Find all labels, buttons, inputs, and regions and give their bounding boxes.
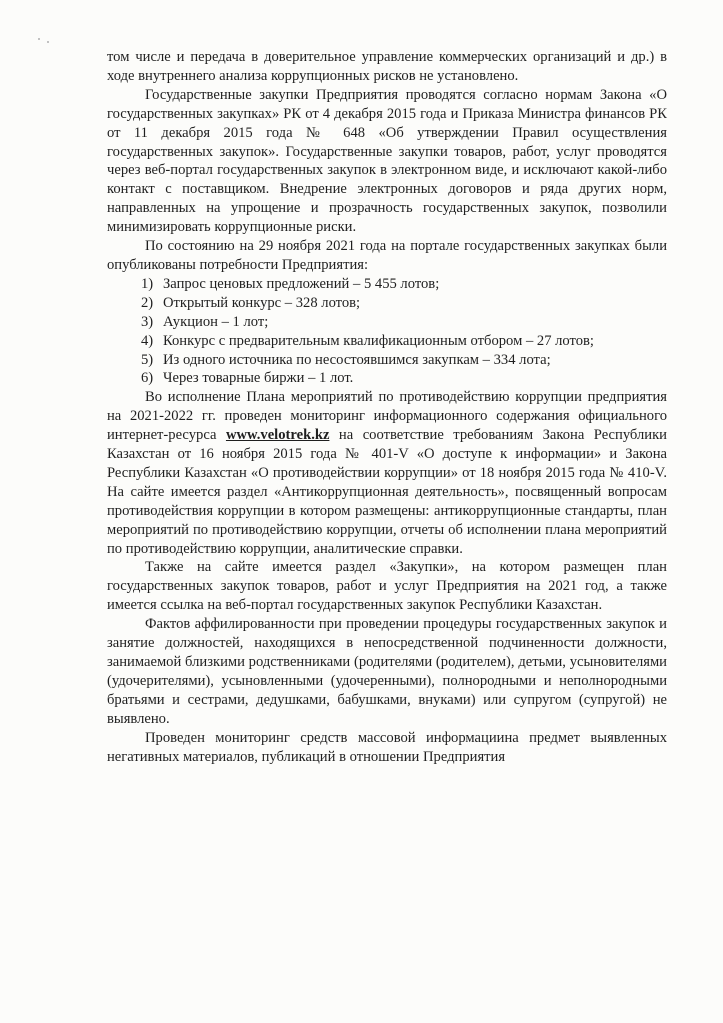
- paragraph-website-monitoring: Во исполнение Плана мероприятий по противодействию коррупции предприятия на 2021-2022 гг. проведен мониторинг информационного содержания официального интернет-ресурса www.velotrek.kz на соответствие требованиям Закона Республики Казахстан от 16 ноября 2015 года № 401-V «О доступе к информации» и Закона Республики Казахстан «О противодействии коррупции» от 18 ноября 2015 года № 410-V. На сайте имеется раздел «Антикоррупционная деятельность», посвященный вопросам противодействия коррупции в котором размещены: антикоррупционные стандарты, план мероприятий по противодействию коррупции, отчеты об исполнении плана мероприятий по противодействию коррупции, аналитические справки.: [107, 389, 667, 557]
- paragraph-procurement-section: Также на сайте имеется раздел «Закупки», на котором размещен план государственных закупок товаров, работ и услуг Предприятия на 2021 год, а также имеется ссылка на веб-портал государственных закупок Республики Казахстан.: [107, 559, 667, 614]
- paragraph-1: том числе и передача в доверительное управление коммерческих организаций и др.) в ходе внутреннего анализа коррупционных рисков не установлено.: [107, 49, 667, 84]
- list-item: 1) Запрос ценовых предложений – 5 455 лотов;: [141, 275, 440, 292]
- paragraph-portal-status: По состоянию на 29 ноября 2021 года на портале государственных закупках были опубликованы потребности Предприятия:: [107, 238, 667, 273]
- paragraph-procurement: Государственные закупки Предприятия проводятся согласно нормам Закона «О государственных закупках» РК от 4 декабря 2015 года и Приказа Министра финансов РК от 11 декабря 2015 года № 648 «Об утверждении Правил осуществления государственных закупок». Государственные закупки товаров, работ, услуг проводятся через веб-портал государственных закупок в электронном виде, и исключают какой-либо контакт с поставщиком. Внедрение электронных договоров и ряда других норм, направленных на упрощение и прозрачность государственных закупок, позволили минимизировать коррупционные риски.: [107, 86, 667, 236]
- procurement-list: [107, 275, 667, 388]
- list-item: 4) Конкурс с предварительным квалификационным отбором – 27 лотов;: [141, 332, 594, 349]
- list-item: 3) Аукцион – 1 лот;: [141, 313, 269, 330]
- document-body: [107, 48, 667, 766]
- list-item: 5) Из одного источника по несостоявшимся закупкам – 334 лота;: [141, 351, 551, 368]
- scan-speck: [47, 41, 49, 43]
- scan-speck: [38, 38, 40, 40]
- paragraph-affiliation: Фактов аффилированности при проведении процедуры государственных закупок и занятие должностей, находящихся в непосредственной подчиненности должности, занимаемой близкими родственниками (родителями (родителем), детьми, усыновителями (удочерителями), усыновленными (удочеренными), полнородными и неполнородными братьями и сестрами, дедушками, бабушками, внуками) или супругом (супругой) не выявлено.: [107, 616, 667, 727]
- paragraph-media-monitoring: Проведен мониторинг средств массовой информациина предмет выявленных негативных материалов, публикаций в отношении Предприятия: [107, 729, 667, 765]
- website-link[interactable]: www.velotrek.kz: [225, 427, 330, 444]
- list-item: 2) Открытый конкурс – 328 лотов;: [141, 294, 361, 311]
- list-item: 6) Через товарные биржи – 1 лот.: [141, 370, 354, 387]
